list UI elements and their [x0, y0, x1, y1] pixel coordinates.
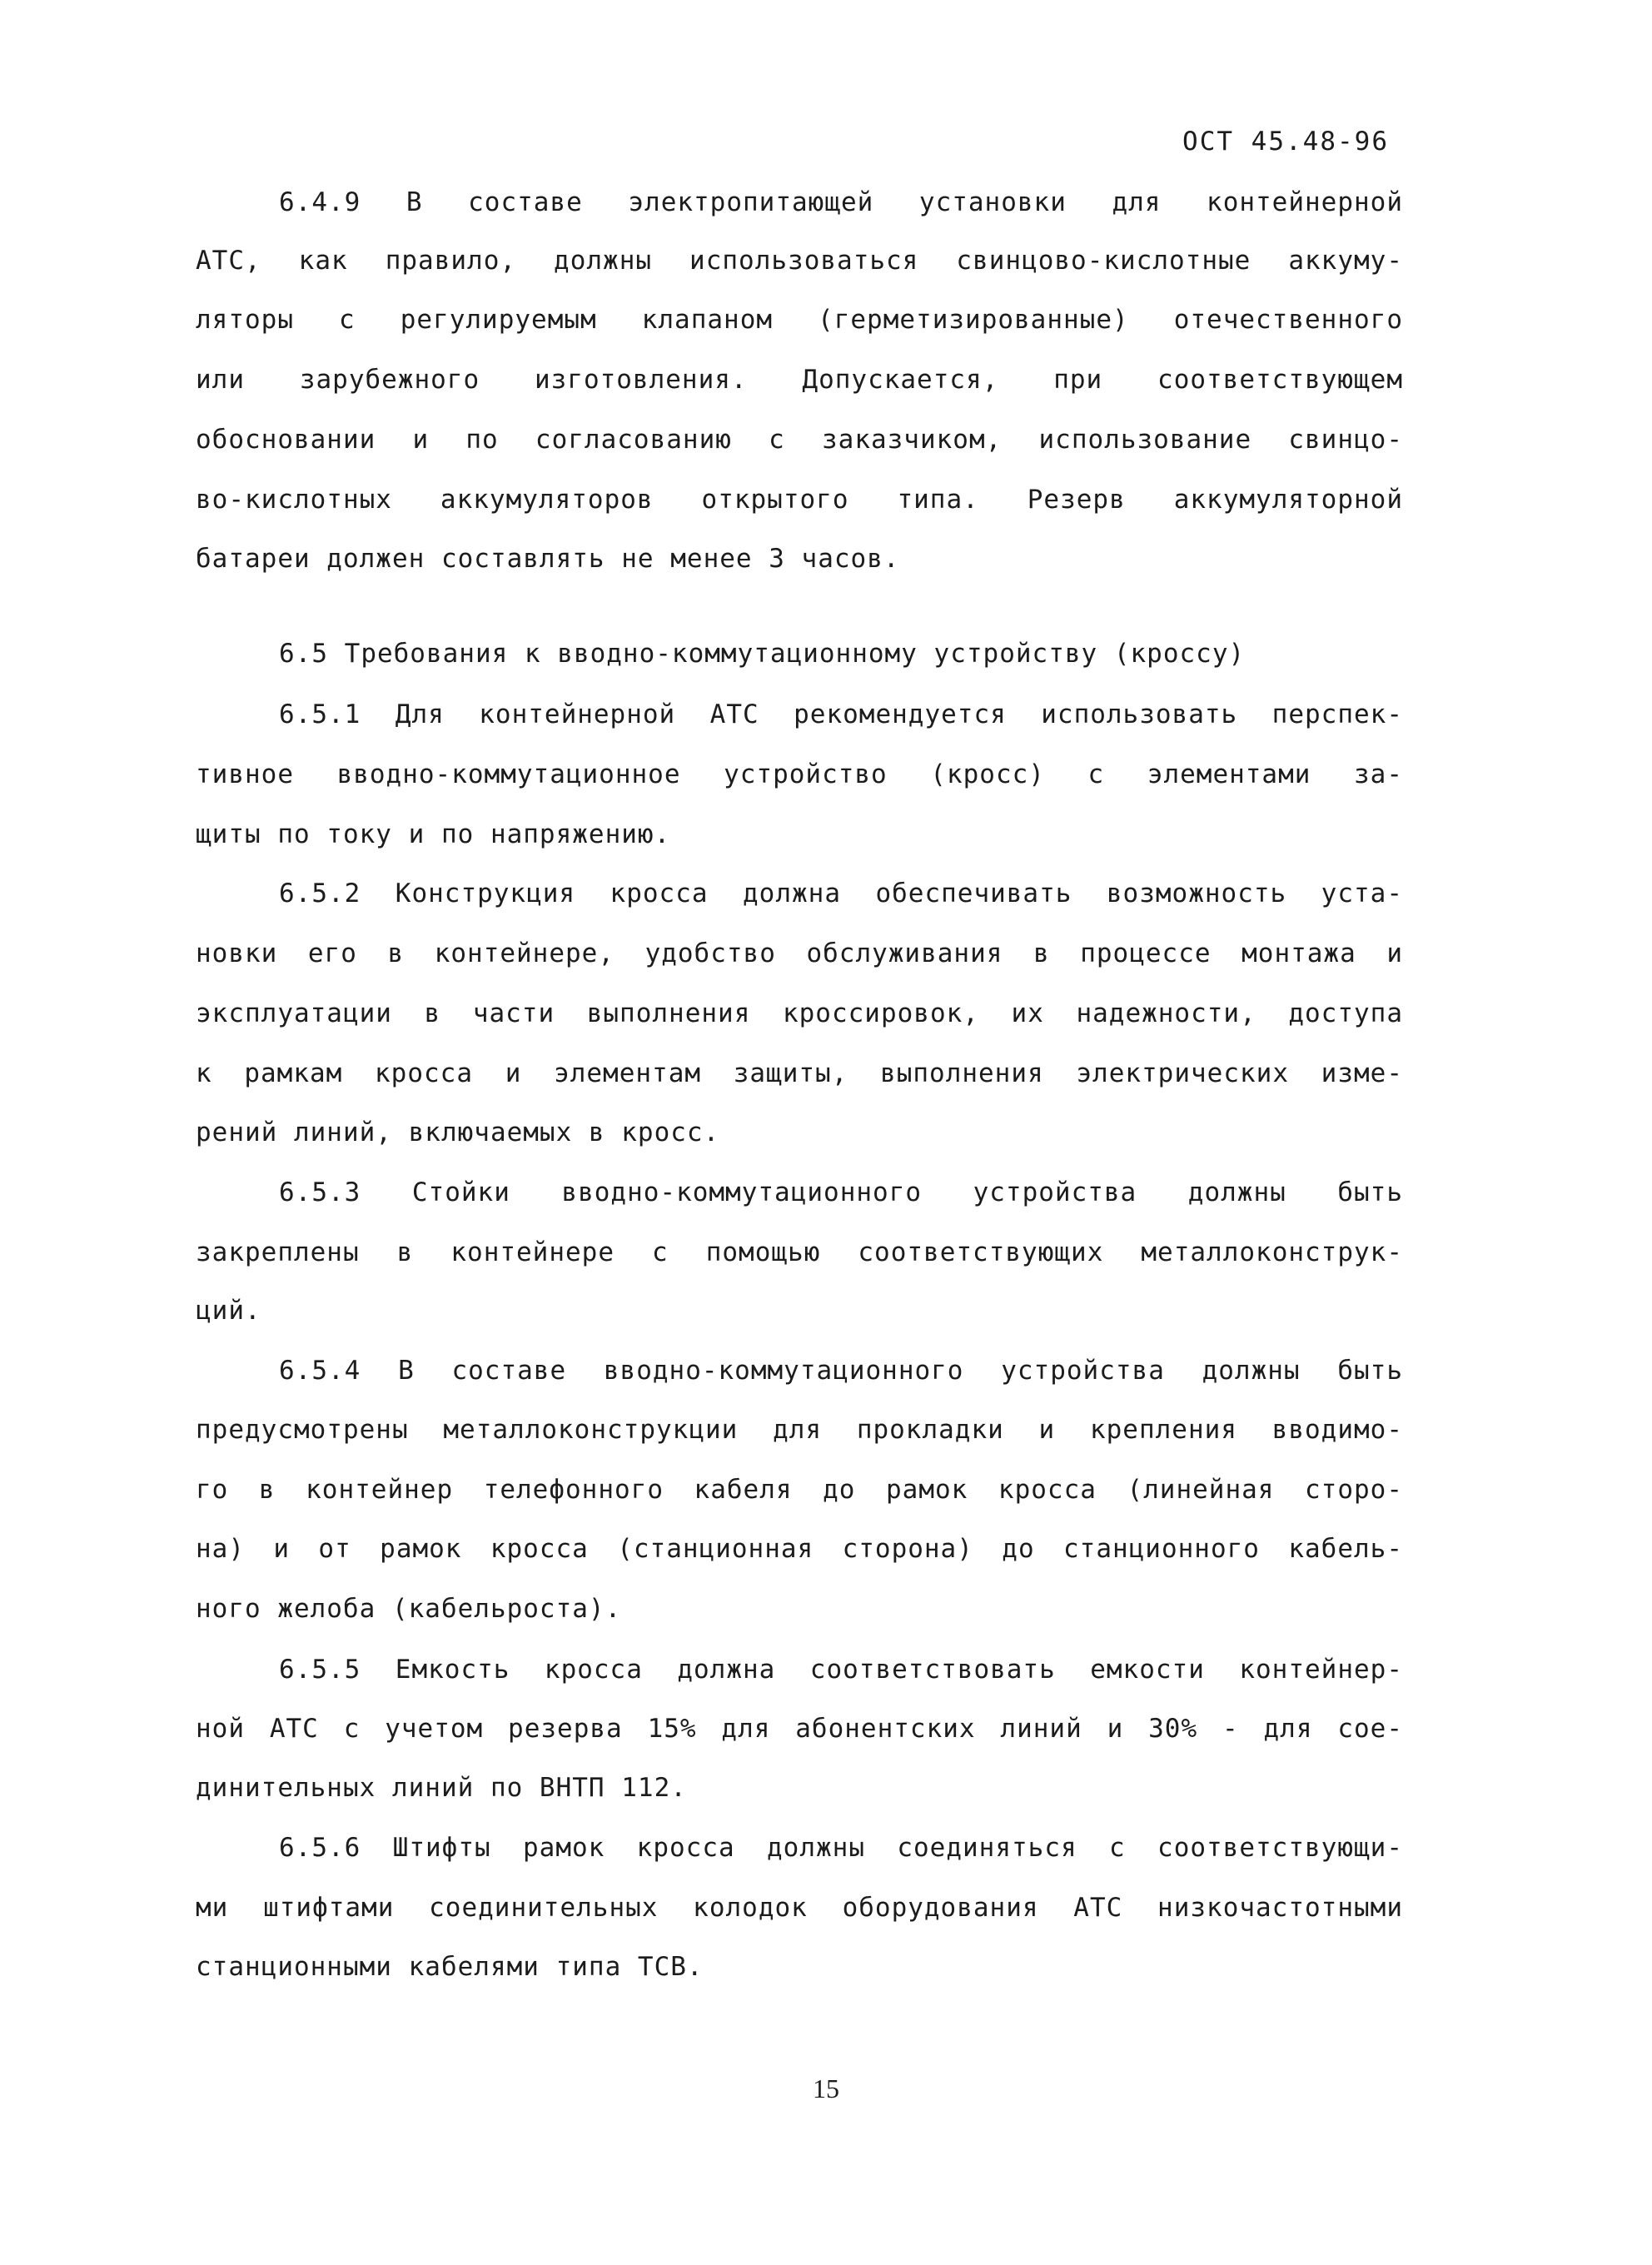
text-line: к рамкам кросса и элементам защиты, выполнения электрических изме- — [196, 1058, 1403, 1088]
text-line: 6.5.1 Для контейнерной АТС рекомендуется использовать перспек- — [279, 699, 1403, 729]
text-line: АТС, как правило, должны использоваться свинцово-кислотные аккуму- — [196, 246, 1403, 276]
text-line: ми штифтами соединительных колодок оборудования АТС низкочастотными — [196, 1893, 1403, 1923]
text-line: предусмотрены металлоконструкции для прокладки и крепления вводимо- — [196, 1415, 1403, 1445]
text-line: станционными кабелями типа ТСВ. — [196, 1952, 704, 1982]
text-line: 6.5.6 Штифты рамок кросса должны соединяться с соответствующи- — [279, 1833, 1403, 1863]
text-line: ций. — [196, 1296, 261, 1326]
text-line: 6.5.4 В составе вводно-коммутационного устройства должны быть — [279, 1356, 1403, 1386]
text-line: эксплуатации в части выполнения кроссировок, их надежности, доступа — [196, 998, 1403, 1028]
text-line: 6.5.2 Конструкция кросса должна обеспечивать возможность уста- — [279, 879, 1403, 908]
text-line: на) и от рамок кросса (станционная сторона) до станционного кабель- — [196, 1534, 1403, 1564]
text-line: закреплены в контейнере с помощью соответствующих металлоконструк- — [196, 1237, 1403, 1267]
text-line: рений линий, включаемых в кросс. — [196, 1118, 720, 1147]
text-line: новки его в контейнере, удобство обслуживания в процессе монтажа и — [196, 938, 1403, 968]
text-line: 6.5.5 Емкость кросса должна соответствовать емкости контейнер- — [279, 1655, 1403, 1685]
text-line: ляторы с регулируемым клапаном (герметизированные) отечественного — [196, 305, 1403, 335]
text-line: или зарубежного изготовления. Допускается, при соответствующем — [196, 365, 1403, 395]
section-heading-text: 6.5 Требования к вводно-коммутационному устройству (кроссу) — [279, 639, 1246, 669]
text-line: во-кислотных аккумуляторов открытого типа. Резерв аккумуляторной — [196, 485, 1403, 515]
document-code-header: ОСТ 45.48-96 — [1182, 127, 1389, 157]
text-line: тивное вводно-коммутационное устройство (кросс) с элементами за- — [196, 759, 1403, 789]
text-line: ного желоба (кабельроста). — [196, 1594, 622, 1624]
text-line: 6.5.3 Стойки вводно-коммутационного устройства должны быть — [279, 1177, 1403, 1207]
text-line: обосновании и по согласованию с заказчиком, использование свинцо- — [196, 425, 1403, 455]
text-line: ной АТС с учетом резерва 15% для абонентских линий и 30% - для сое- — [196, 1714, 1403, 1744]
text-line: щиты по току и по напряжению. — [196, 819, 671, 849]
text-line: 6.4.9 В составе электропитающей установки для контейнерной — [279, 187, 1403, 217]
text-line: батареи должен составлять не менее 3 часов. — [196, 544, 900, 574]
text-line: динительных линий по ВНТП 112. — [196, 1773, 687, 1803]
page-number: 15 — [813, 2073, 839, 2103]
text-line: го в контейнер телефонного кабеля до рамок кросса (линейная сторо- — [196, 1475, 1403, 1505]
